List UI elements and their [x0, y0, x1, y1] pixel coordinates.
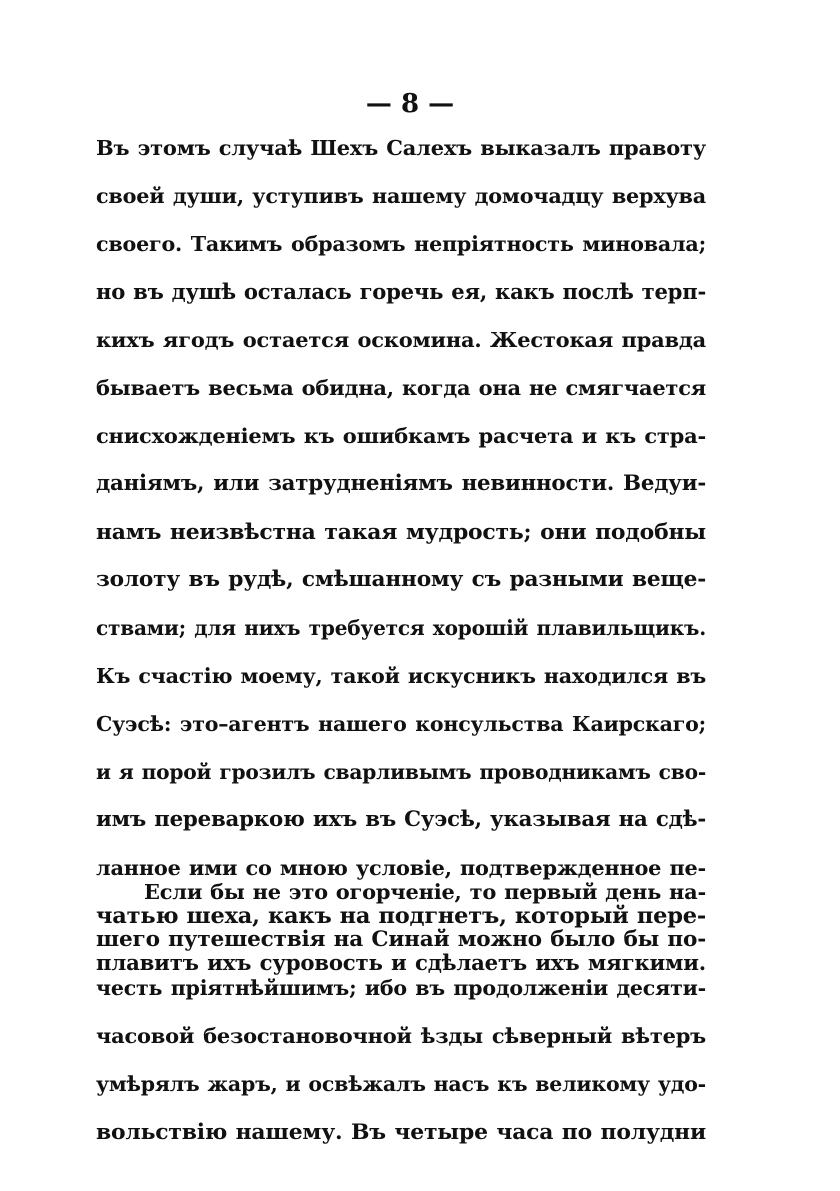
text-line: ланное ими со мною условіе, подтвержденное пе- [96, 855, 706, 880]
text-line: Суэсѣ: это–агентъ нашего консульства Каирскаго; [96, 712, 706, 736]
text-line: часовой безостановочной ѣзды сѣверный вѣтеръ [96, 1023, 706, 1048]
text-line: и я порой грозилъ сварливымъ проводникамъ сво- [96, 760, 706, 784]
text-line: но въ душѣ осталась горечь ея, какъ послѣ терп- [96, 279, 706, 304]
text-line: имъ переваркою ихъ въ Суэсѣ, указывая на сдѣ- [96, 807, 706, 832]
text-line: своего. Такимъ образомъ непріятность миновала; [96, 232, 706, 256]
text-line: бываетъ весьма обидна, когда она не смягчается [96, 375, 706, 400]
text-line: золоту въ рудѣ, смѣшанному съ разными веще- [96, 567, 706, 592]
text-line: кихъ ягодъ остается оскомина. Жестокая правда [96, 327, 706, 352]
text-line: намъ неизвѣстна такая мудрость; они подобны [96, 519, 706, 545]
text-line: шего путешествія на Синай можно было бы по- [96, 927, 706, 952]
text-line: своей души, уступивъ нашему домочадцу верхува [96, 184, 706, 208]
text-line: снисхожденіемъ къ ошибкамъ расчета и къ стра- [96, 423, 706, 448]
text-line: Къ счастію моему, такой искусникъ находился въ [96, 664, 706, 688]
text-line: ствами; для нихъ требуется хорошій плавильщикъ. [96, 616, 706, 640]
text-line: вольствію нашему. Въ четыре часа по полудни [96, 1119, 706, 1145]
text-line: Если бы не это огорченіе, то первый день на- [144, 879, 706, 904]
text-line: даніямъ, или затрудненіямъ невинности. Ведуи- [96, 471, 706, 496]
text-line: умѣрялъ жаръ, и освѣжалъ насъ къ великому удо- [96, 1072, 706, 1096]
text-line: плавитъ ихъ суровость и сдѣлаетъ ихъ мягкими. [96, 951, 706, 976]
text-line: честь пріятнѣйшимъ; ибо въ продолженіи десяти- [96, 976, 706, 1000]
paragraph-1 [96, 124, 706, 988]
text-line: чатью шеха, какъ на подгнетъ, который пере- [96, 903, 706, 929]
text-line: Въ этомъ случаѣ Шехъ Салехъ выказалъ правоту [96, 135, 706, 160]
paragraph-2 [96, 868, 706, 1156]
page-number: — 8 — [365, 89, 455, 119]
